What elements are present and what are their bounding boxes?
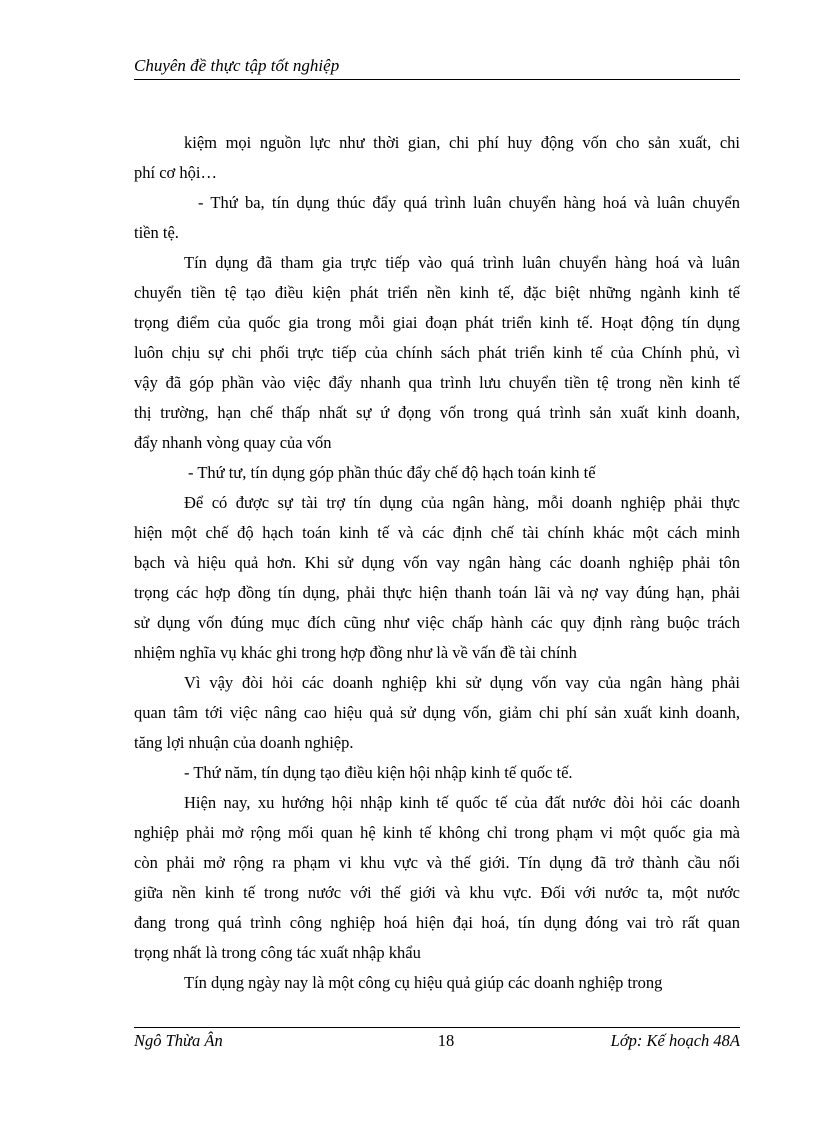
text-line: Tín dụng ngày nay là một công cụ hiệu quả giúp các doanh nghiệp trong xyxy=(184,973,663,992)
text-line: Hiện nay, xu hướng hội nhập kinh tế quốc tế của đất nước đòi hỏi các doanh xyxy=(184,793,740,812)
text-line: trọng điểm của quốc gia trong mỗi giai đoạn phát triển kinh tế. Hoạt động tín dụng xyxy=(134,313,740,332)
text-line: đẩy nhanh vòng quay của vốn xyxy=(134,433,332,452)
text-line: giữa nền kinh tế trong nước với thế giới và khu vực. Đối với nước ta, một nước xyxy=(134,883,740,902)
page-number: 18 xyxy=(437,1031,455,1050)
text-line: nghiệp phải mở rộng mối quan hệ kinh tế không chỉ trong phạm vi một quốc gia mà xyxy=(134,823,740,842)
text-line: tiền tệ. xyxy=(134,223,179,242)
text-line: Để có được sự tài trợ tín dụng của ngân hàng, mỗi doanh nghiệp phải thực xyxy=(184,493,740,512)
text-line: - Thứ năm, tín dụng tạo điều kiện hội nhập kinh tế quốc tế. xyxy=(184,763,573,782)
text-line: trọng các hợp đồng tín dụng, phải thực hiện thanh toán lãi và nợ vay đúng hạn, phải xyxy=(134,583,740,602)
text-line: - Thứ tư, tín dụng góp phần thúc đẩy chế độ hạch toán kinh tế xyxy=(188,463,596,482)
text-line: Tín dụng đã tham gia trực tiếp vào quá trình luân chuyển hàng hoá và luân xyxy=(184,253,740,272)
text-line: thị trường, hạn chế thấp nhất sự ứ đọng vốn trong quá trình sản xuất kinh doanh, xyxy=(134,403,740,422)
text-line: hiện một chế độ hạch toán kinh tế và các định chế tài chính khác một cách minh xyxy=(134,523,740,542)
text-line: kiệm mọi nguồn lực như thời gian, chi phí huy động vốn cho sản xuất, chi xyxy=(184,133,740,152)
footer-class-label: Lớp: Kế hoạch 48A xyxy=(610,1031,740,1050)
page-header-title: Chuyên đề thực tập tốt nghiệp xyxy=(134,56,740,80)
text-line: - Thứ ba, tín dụng thúc đẩy quá trình luân chuyển hàng hoá và luân chuyển xyxy=(198,193,740,212)
text-line: Vì vậy đòi hỏi các doanh nghiệp khi sử dụng vốn vay của ngân hàng phải xyxy=(184,673,740,692)
text-line: đang trong quá trình công nghiệp hoá hiện đại hoá, tín dụng đóng vai trò rất quan xyxy=(134,913,740,932)
text-line: trọng nhất là trong công tác xuất nhập khẩu xyxy=(134,943,421,962)
text-line: luôn chịu sự chi phối trực tiếp của chính sách phát triển kinh tế của Chính phủ, vì xyxy=(134,343,740,362)
footer-author: Ngô Thừa Ân xyxy=(134,1031,223,1050)
text-line: quan tâm tới việc nâng cao hiệu quả sử dụng vốn, giảm chi phí sản xuất kinh doanh, xyxy=(134,703,740,722)
text-line: sử dụng vốn đúng mục đích cũng như việc chấp hành các quy định ràng buộc trách xyxy=(134,613,740,632)
text-line: tăng lợi nhuận của doanh nghiệp. xyxy=(134,733,354,752)
footer-divider xyxy=(134,1027,740,1028)
text-line: bạch và hiệu quả hơn. Khi sử dụng vốn vay ngân hàng các doanh nghiệp phải tôn xyxy=(134,553,740,572)
text-line: nhiệm nghĩa vụ khác ghi trong hợp đồng như là về vấn đề tài chính xyxy=(134,643,577,662)
text-line: vậy đã góp phần vào việc đẩy nhanh qua trình lưu chuyển tiền tệ trong nền kinh tế xyxy=(134,373,740,392)
text-line: còn phải mở rộng ra phạm vi khu vực và thế giới. Tín dụng đã trở thành cầu nối xyxy=(134,853,740,872)
text-line: phí cơ hội… xyxy=(134,163,217,182)
text-line: chuyển tiền tệ tạo điều kiện phát triển nền kinh tế, đặc biệt những ngành kinh tế xyxy=(134,283,740,302)
